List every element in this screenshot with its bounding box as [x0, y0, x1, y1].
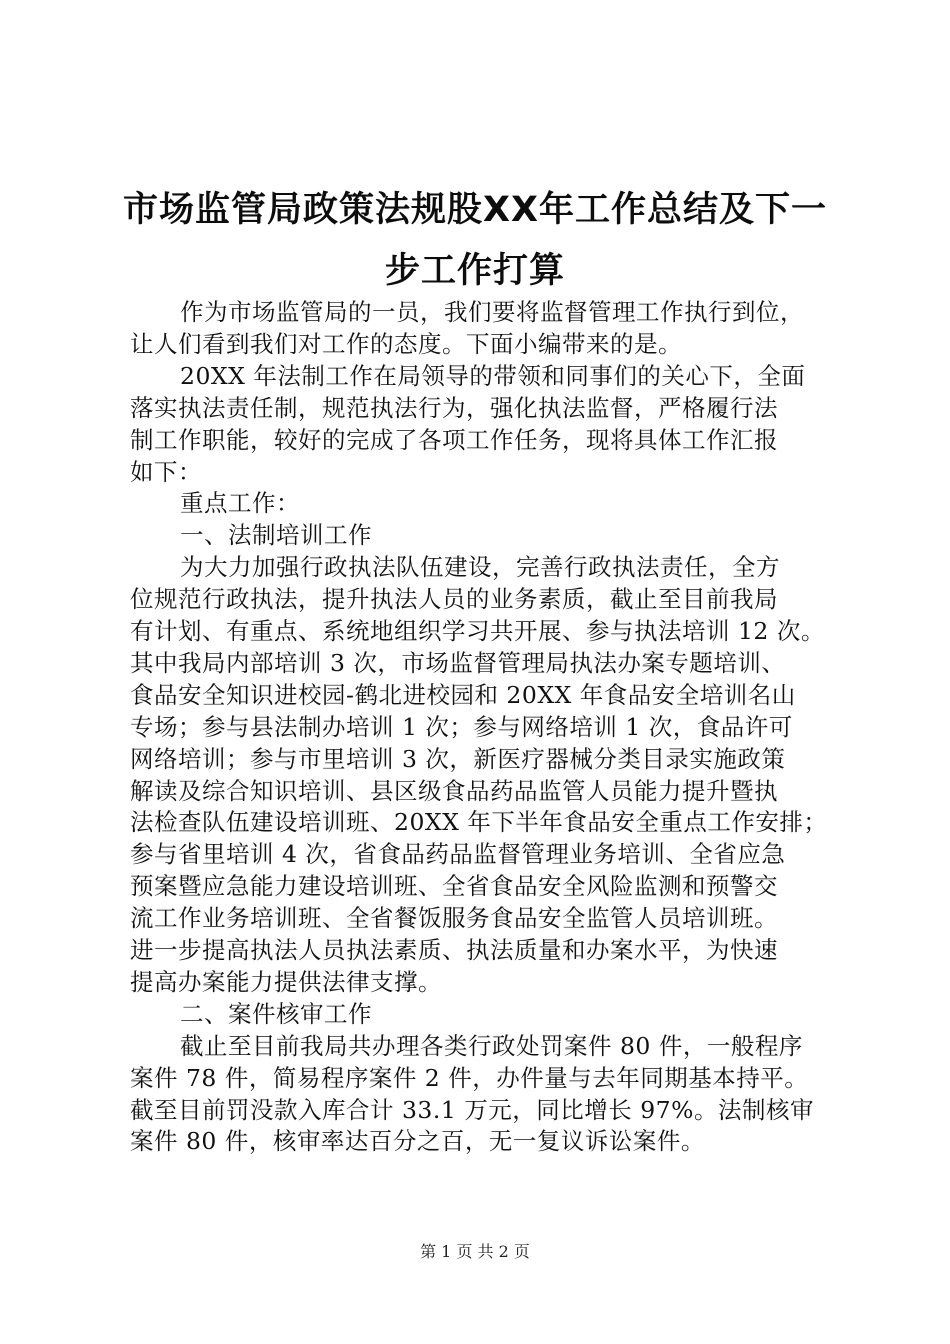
paragraph-line: 其中我局内部培训 3 次，市场监督管理局执法办案专题培训、	[130, 649, 786, 677]
section-heading: 二、案件核审工作	[180, 1000, 372, 1028]
paragraph-line: 落实执法责任制，规范执法行为，强化执法监督，严格履行法	[130, 394, 778, 422]
paragraph-line: 参与省里培训 4 次，省食品药品监督管理业务培训、全省应急	[130, 840, 786, 868]
section-heading: 一、法制培训工作	[180, 521, 372, 549]
paragraph-line: 解读及综合知识培训、县区级食品药品监管人员能力提升暨执	[130, 777, 778, 805]
section-heading: 重点工作：	[180, 489, 300, 517]
page-number-footer: 第 1 页 共 2 页	[420, 1242, 530, 1261]
paragraph-line: 有计划、有重点、系统地组织学习共开展、参与执法培训 12 次。	[130, 617, 825, 645]
paragraph-line: 为大力加强行政执法队伍建设，完善行政执法责任，全方	[180, 553, 780, 581]
paragraph-line: 食品安全知识进校园-鹤北进校园和 20XX 年食品安全培训名山	[130, 681, 796, 709]
document-title-line-2: 步工作打算	[384, 251, 565, 291]
paragraph-line: 专场；参与县法制办培训 1 次；参与网络培训 1 次，食品许可	[130, 713, 793, 741]
paragraph-line: 作为市场监管局的一员，我们要将监督管理工作执行到位，	[180, 298, 804, 326]
paragraph-line: 进一步提高执法人员执法素质、执法质量和办案水平，为快速	[130, 936, 778, 964]
paragraph-line: 让人们看到我们对工作的态度。下面小编带来的是。	[130, 330, 682, 358]
paragraph-line: 制工作职能，较好的完成了各项工作任务，现将具体工作汇报	[130, 426, 778, 454]
paragraph-line: 20XX 年法制工作在局领导的带领和同事们的关心下，全面	[180, 362, 806, 390]
document-title-line-1: 市场监管局政策法规股XX年工作总结及下一	[123, 190, 827, 230]
paragraph-line: 预案暨应急能力建设培训班、全省食品安全风险监测和预警交	[130, 872, 778, 900]
paragraph-line: 案件 80 件，核审率达百分之百，无一复议诉讼案件。	[130, 1127, 705, 1155]
paragraph-line: 截止至目前我局共办理各类行政处罚案件 80 件，一般程序	[180, 1032, 803, 1060]
paragraph-line: 位规范行政执法，提升执法人员的业务素质，截止至目前我局	[130, 585, 778, 613]
paragraph-line: 流工作业务培训班、全省餐饭服务食品安全监管人员培训班。	[130, 904, 778, 932]
paragraph-line: 提高办案能力提供法律支撑。	[130, 968, 442, 996]
paragraph-line: 法检查队伍建设培训班、20XX 年下半年食品安全重点工作安排；	[130, 808, 828, 836]
paragraph-line: 如下：	[130, 458, 202, 486]
paragraph-line: 案件 78 件，简易程序案件 2 件，办件量与去年同期基本持平。	[130, 1064, 809, 1092]
paragraph-line: 截至目前罚没款入库合计 33.1 万元，同比增长 97%。法制核审	[130, 1096, 814, 1124]
paragraph-line: 网络培训；参与市里培训 3 次，新医疗器械分类目录实施政策	[130, 745, 786, 773]
